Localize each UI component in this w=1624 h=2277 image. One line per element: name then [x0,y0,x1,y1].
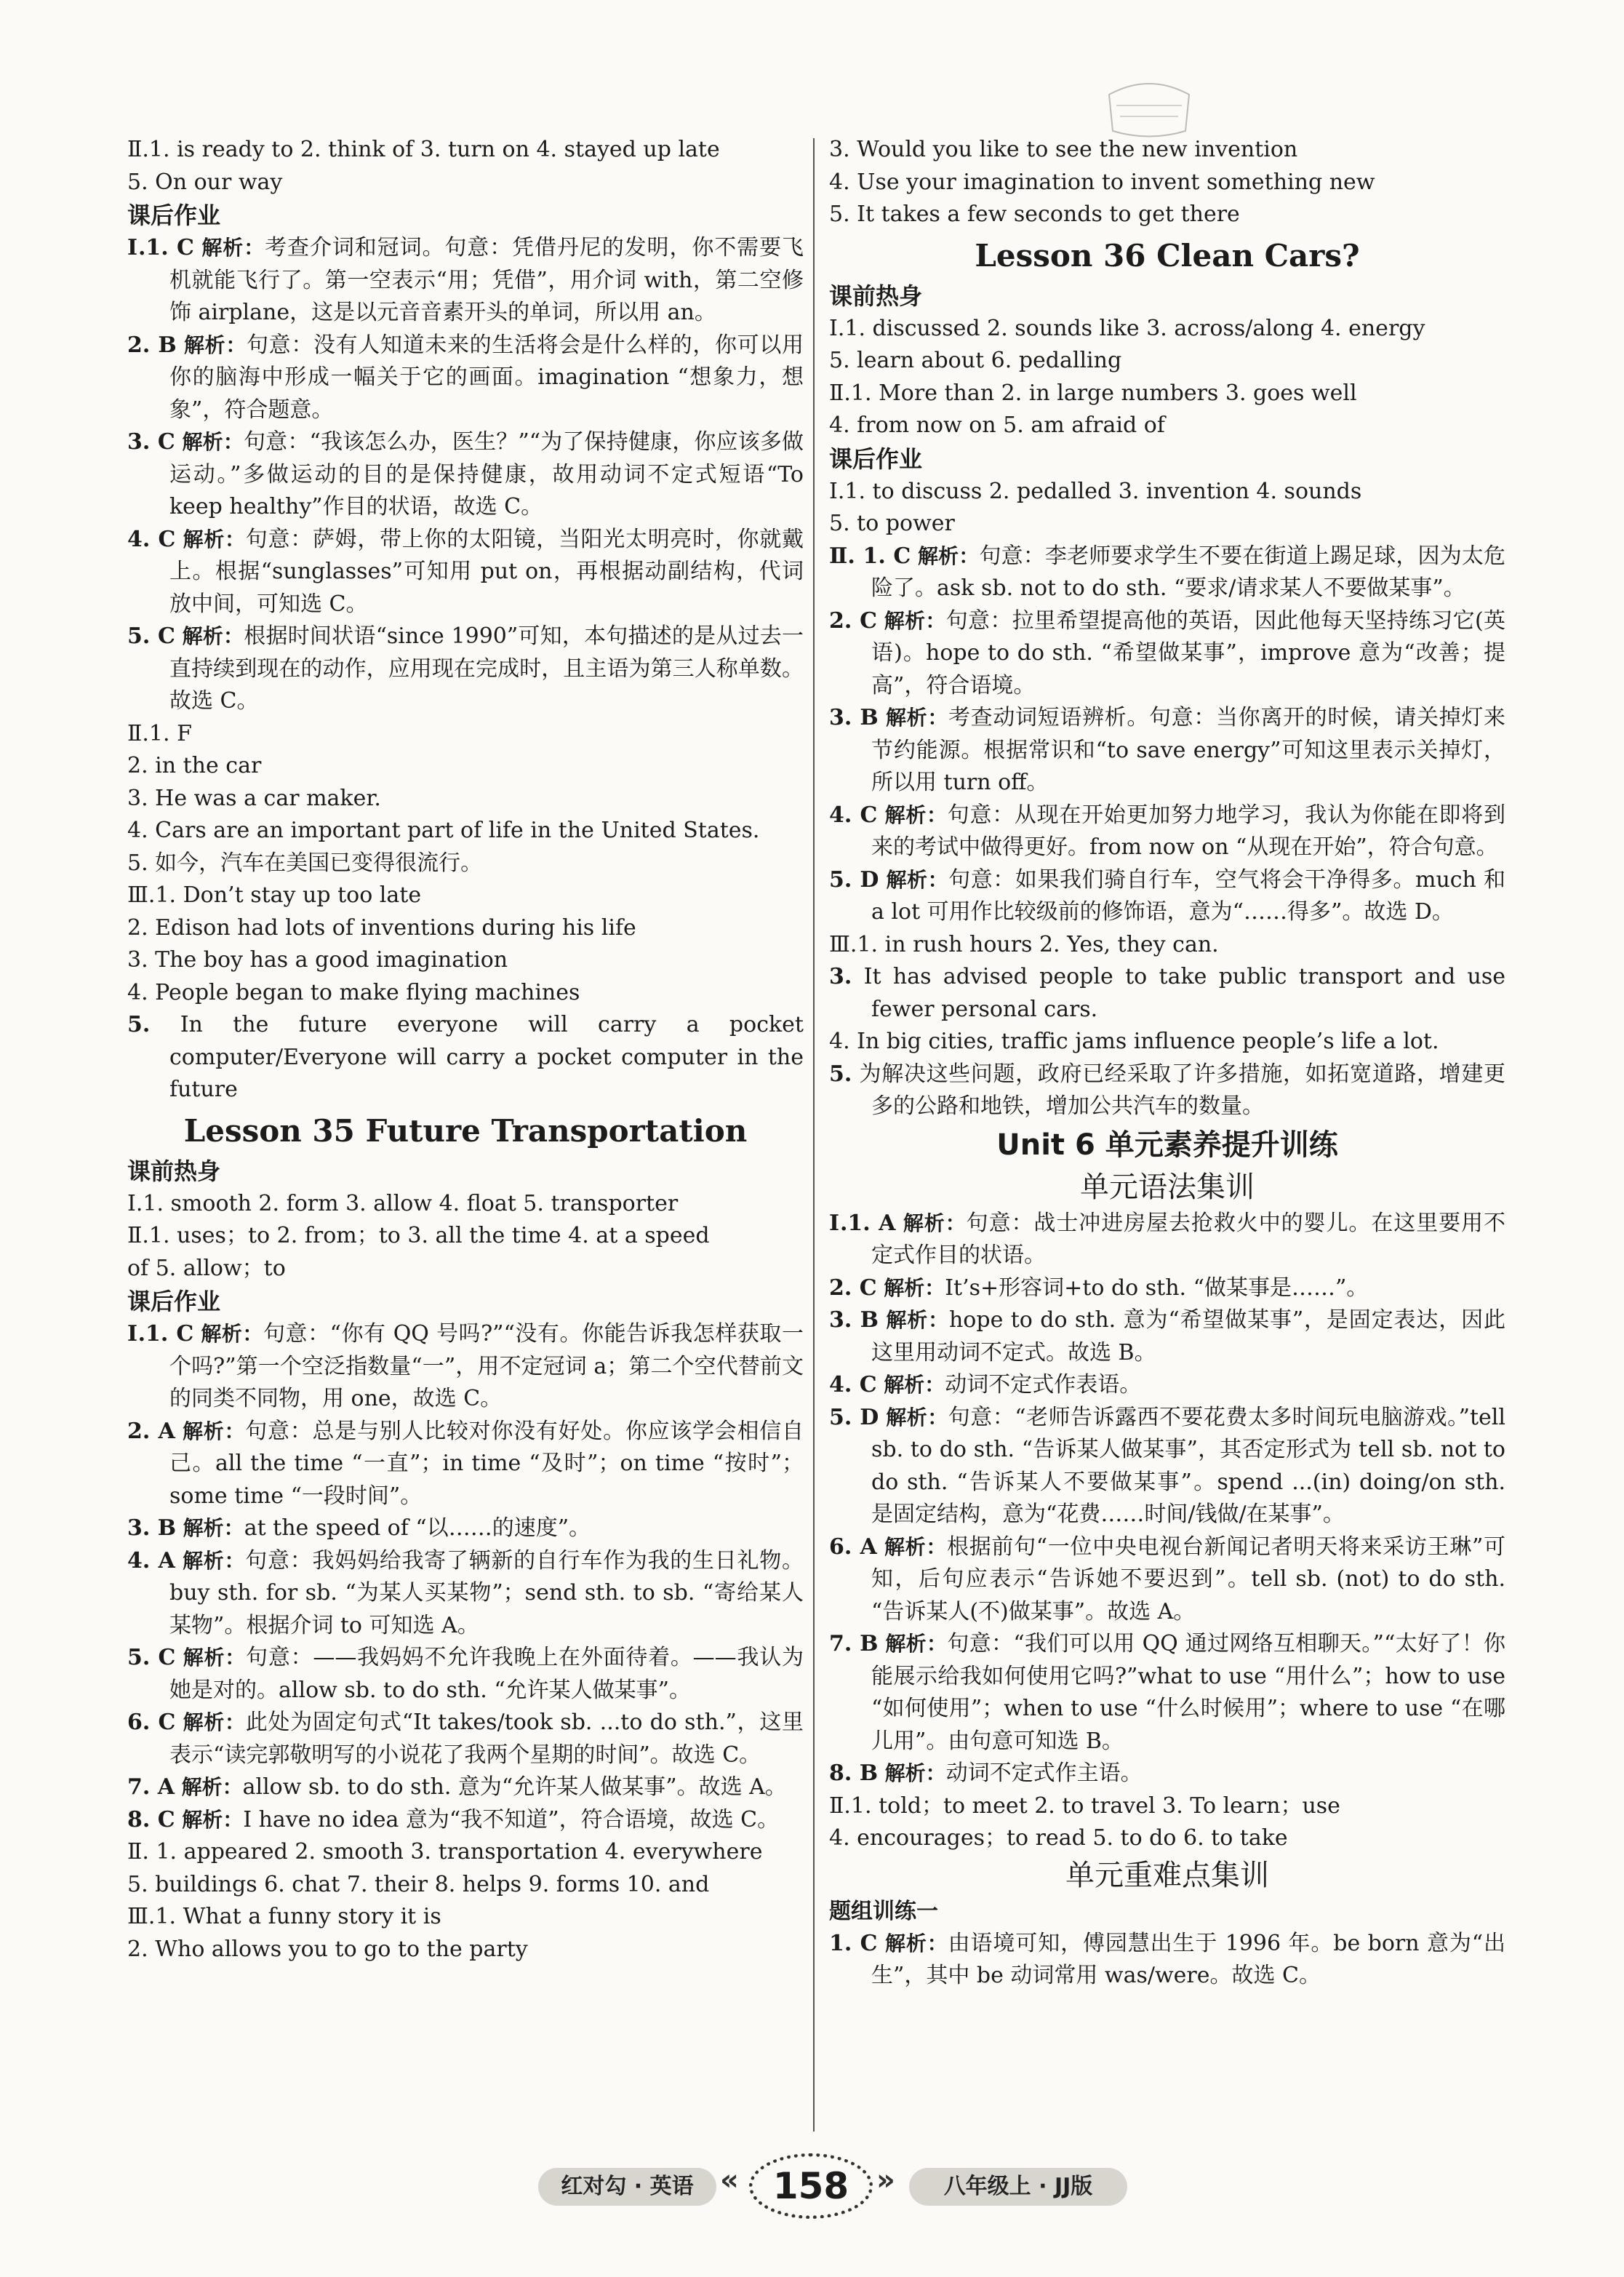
answer-line: 5. to power [829,511,955,536]
answer-item [829,1369,1505,1402]
subsection-heading: 单元语法集训 [1080,1170,1255,1204]
answer-item [829,799,1505,864]
analysis-label: 解析： [182,624,244,648]
analysis-label: 解析： [884,1534,948,1559]
answer-item [829,1628,1505,1758]
answer-text: 句意：从现在开始更加努力地学习，我认为你能在即将到来的考试中做得更好。from now on “从现在开始”，符合句意。 [871,802,1505,860]
answer-item [829,1928,1505,1993]
answer-text: 句意：我妈妈给我寄了辆新的自行车作为我的生日礼物。buy sth. for sb. “为某人买某物”；send sth. to sb. “寄给某人某物”。根据介词 to 可知选 A。 [169,1547,804,1638]
answer-line: 3. He was a car maker. [127,785,381,811]
answer-text: 句意：如果我们骑自行车，空气将会干净得多。much 和 a lot 可用作比较级前的修饰语，意为“……得多”。故选 D。 [871,866,1505,925]
answer-line: 2. in the car [127,753,262,778]
unit-title: Unit 6 单元素养提升训练 [996,1128,1338,1162]
answer-number: 6. C [127,1710,176,1735]
answer-number: Ⅰ.1. C [127,1321,194,1347]
column-divider [813,138,815,2132]
chevron-right-icon: » [876,2164,895,2197]
answer-number: 2. A [127,1418,175,1444]
answer-text: 考查介词和冠词。句意：凭借丹尼的发明，你不需要飞机就能飞行了。第一空表示“用；凭借”，用介词 with，第二空修饰 airplane，这是以元音音素开头的单词，所以用 an。 [169,235,804,325]
page-number: 158 [749,2153,873,2219]
answer-number: Ⅱ. 1. C [829,543,911,569]
answer-number: 3. B [829,705,879,730]
answer-text: It’s+形容词+to do sth. “做某事是……”。 [945,1275,1369,1301]
answer-line: 5. buildings 6. chat 7. their 8. helps 9. forms 10. and [127,1871,710,1897]
answer-item [127,1545,804,1643]
answer-item [829,605,1505,703]
answer-line: Ⅲ.1. in rush hours 2. Yes, they can. [829,931,1219,957]
analysis-label: 解析： [884,1931,948,1955]
answer-line: Ⅱ.1. told；to meet 2. to travel 3. To learn；use [829,1793,1340,1819]
answer-text: 句意：李老师要求学生不要在街道上踢足球，因为太危险了。ask sb. not to do sth. “要求/请求某人不要做某事”。 [871,543,1505,601]
answer-text: 句意：没有人知道未来的生活将会是什么样的，你可以用你的脑海中形成一幅关于它的画面。imagination “想象力，想象”，符合题意。 [169,332,804,423]
answer-line: Ⅰ.1. discussed 2. sounds like 3. across/along 4. energy [829,315,1425,341]
answer-number: 3. B [127,1515,177,1541]
subsection-heading: 单元重难点集训 [1065,1858,1269,1892]
answer-item [829,1208,1505,1272]
answer-line: Ⅱ.1. More than 2. in large numbers 3. goes well [829,380,1357,406]
answer-text: allow sb. to do sth. 意为“允许某人做某事”。故选 A。 [242,1774,787,1800]
answer-line: Ⅱ.1. F [127,720,192,746]
analysis-label: 解析： [903,1211,967,1235]
answer-text: 句意：“老师告诉露西不要花费太多时间玩电脑游戏。”tell sb. to do sth. “告诉某人做某事”，其否定形式为 tell sb. not to do sth. “告诉某人不要做某事”。spend ...(in) doing/on sth. 是固定结构，意为“花费……时间/钱做/在某事”。 [871,1404,1505,1527]
answer-line: 2. Who allows you to go to the party [127,1936,528,1962]
analysis-label: 解析： [183,1548,246,1573]
answer-text: 根据前句“一位中央电视台新闻记者明天将来采访王琳”可知，后句应表示“告诉她不要迟到”。tell sb. (not) to do sth. “告诉某人(不)做某事”。故选 A。 [871,1534,1505,1624]
answer-line: 5. It takes a few seconds to get there [829,202,1240,227]
answer-item [829,1402,1505,1531]
answer-line: Ⅰ.1. smooth 2. form 3. allow 4. float 5. transporter [127,1190,679,1216]
answer-item [127,1642,804,1707]
answer-text: 句意：“我该怎么办，医生？”“为了保持健康，你应该多做运动。”多做运动的目的是保持健康，故用动词不定式短语“To keep healthy”作目的状语，故选 C。 [169,429,804,519]
answer-item [127,1771,804,1804]
answer-item [829,961,1505,1026]
analysis-label: 解析： [886,706,948,730]
answer-text: 动词不定式作表语。 [945,1372,1142,1397]
analysis-label: 解析： [886,867,949,892]
answer-number: 5. C [127,1645,176,1670]
analysis-label: 解析： [885,1632,948,1656]
answer-item [127,426,804,524]
answer-item [127,621,804,718]
answer-line: 2. Edison had lots of inventions during his life [127,914,636,941]
answer-item [829,1531,1505,1629]
answer-number: 4. C [829,1372,877,1397]
answer-text: 句意：战士冲进房屋去抢救火中的婴儿。在这里要用不定式作目的状语。 [871,1210,1505,1268]
grade-edition-badge: 八年级上 · JJ版 [909,2168,1127,2206]
analysis-label: 解析： [181,1775,243,1799]
answer-line: 4. Cars are an important part of life in the United States. [127,818,760,843]
answer-line: 5. learn about 6. pedalling [829,348,1122,373]
answer-item [127,330,804,427]
answer-line: Ⅱ.1. is ready to 2. think of 3. turn on 4. stayed up late [127,137,720,162]
answer-number: 2. C [829,1275,877,1301]
answer-number: 5. [829,1061,852,1087]
answer-number: 7. A [127,1774,175,1800]
answer-item [127,1009,804,1106]
answer-number: 8. B [829,1760,879,1786]
answer-line: Ⅱ. 1. appeared 2. smooth 3. transportation 4. everywhere [127,1839,763,1865]
book-title-badge: 红对勾 · 英语 [538,2168,716,2206]
analysis-label: 解析： [201,236,265,260]
answer-text: 此处为固定句式“It takes/took sb. ...to do sth.”，这里表示“读完郭敬明写的小说花了我两个星期的时间”。故选 C。 [169,1710,804,1768]
answer-number: Ⅰ.1. A [829,1210,896,1236]
analysis-label: 解析： [917,543,980,568]
analysis-label: 解析： [201,1322,263,1346]
answer-line: 4. Use your imagination to invent something new [829,169,1375,195]
answer-text: In the future everyone will carry a pocket computer/Everyone will carry a pocket computer in the future [169,1012,804,1102]
answer-item [829,1304,1505,1369]
analysis-label: 解析： [884,608,946,633]
answer-text: hope to do sth. 意为“希望做某事”，是固定表达，因此这里用动词不定式。故选 B。 [871,1307,1505,1365]
answer-line: 5. 如今，汽车在美国已变得很流行。 [127,850,483,876]
answer-item [127,524,804,621]
right-column [829,134,1505,1993]
answer-line: 4. In big cities, traffic jams influence people’s life a lot. [829,1029,1439,1054]
section-heading: 课后作业 [127,1288,221,1315]
answer-number: Ⅰ.1. C [127,235,194,260]
answer-text: at the speed of “以……的速度”。 [244,1515,591,1541]
analysis-label: 解析： [884,1373,945,1397]
page-footer [0,2153,1624,2226]
answer-line: 4. encourages；to read 5. to do 6. to take [829,1825,1288,1851]
answer-number: 3. B [829,1307,879,1333]
group-heading: 题组训练一 [829,1898,938,1924]
answer-item [829,1058,1505,1123]
answer-number: 5. D [829,866,879,893]
answer-line: Ⅰ.1. to discuss 2. pedalled 3. invention 4. sounds [829,478,1362,504]
answer-number: 5. C [127,623,175,649]
answer-number: 6. A [829,1534,877,1560]
answer-line: Ⅲ.1. Don’t stay up too late [127,882,422,908]
analysis-label: 解析： [183,1710,246,1734]
section-heading: 课后作业 [127,202,221,229]
analysis-label: 解析： [886,1308,949,1332]
answer-number: 4. C [127,526,176,552]
analysis-label: 解析： [183,1516,244,1540]
answer-item [127,1416,804,1513]
answer-number: 4. C [829,802,878,828]
answer-text: I have no idea 意为“我不知道”，符合语境，故选 C。 [243,1806,780,1833]
answer-text: 句意：萨姆，带上你的太阳镜，当阳光太明亮时，你就戴上。根据“sunglasses”可知用 put on，再根据动副结构，代词放中间，可知选 C。 [169,526,804,617]
answer-item [127,1318,804,1416]
answer-number: 5. [127,1012,151,1037]
analysis-label: 解析： [182,1807,244,1832]
answer-text: 动词不定式作主语。 [945,1760,1143,1786]
answer-item [127,1707,804,1771]
answer-line: 4. from now on 5. am afraid of [829,412,1165,438]
answer-number: 8. C [127,1806,175,1833]
answer-text: 句意：“我们可以用 QQ 通过网络互相聊天。”“太好了！你能展示给我如何使用它吗?”what to use “用什么”；how to use “如何使用”；when to use “什么时候用”；where to use “在哪儿用”。由句意可知选 B。 [871,1631,1505,1754]
analysis-label: 解析： [884,802,948,827]
answer-text: 为解决这些问题，政府已经采取了许多措施，如拓宽道路，增建更多的公路和地铁，增加公共汽车的数量。 [859,1061,1505,1119]
analysis-label: 解析： [184,332,247,357]
answer-item [127,232,804,330]
answer-line: 4. People began to make flying machines [127,979,580,1005]
section-heading: 课前热身 [829,282,923,310]
analysis-label: 解析： [182,430,244,454]
left-column [127,134,804,1966]
answer-item [829,702,1505,799]
answer-number: 4. A [127,1547,175,1574]
answer-text: 句意：——我妈妈不允许我晚上在外面待着。——我认为她是对的。allow sb. to do sth. “允许某人做某事”。 [169,1645,804,1703]
answer-text: 句意：“你有 QQ 号吗?”“没有。你能告诉我怎样获取一个吗?”第一个空泛指数量“一”，用不定冠词 a；第二个空代替前文的同类不同物，用 one，故选 C。 [169,1321,804,1411]
answer-text: 考查动词短语辨析。句意：当你离开的时候，请关掉灯来节约能源。根据常识和“to save energy”可知这里表示关掉灯，所以用 turn off。 [871,705,1505,795]
answer-line: 3. Would you like to see the new invention [829,137,1298,162]
answer-line: of 5. allow；to [127,1255,286,1281]
answer-number: 7. B [829,1631,879,1656]
answer-text: It has advised people to take public transport and use fewer personal cars. [863,964,1505,1022]
answer-line: Ⅱ.1. uses；to 2. from；to 3. all the time 4. at a speed [127,1223,710,1248]
answer-line: 3. The boy has a good imagination [127,947,508,973]
answer-item [127,1804,804,1837]
section-heading: 课前热身 [127,1157,221,1185]
answer-text: 句意：总是与别人比较对你没有好处。你应该学会相信自己。all the time “一直”；in time “及时”；on time “按时”；some time “一段时间”。 [169,1418,804,1509]
answer-text: 根据时间状语“since 1990”可知，本句描述的是从过去一直持续到现在的动作，应用现在完成时，且主语为第三人称单数。故选 C。 [169,623,804,714]
answer-text: 句意：拉里希望提高他的英语，因此他每天坚持练习它(英语)。hope to do sth. “希望做某事”，improve 意为“改善；提高”，符合语境。 [871,607,1505,698]
section-heading: 课后作业 [829,444,923,473]
answer-number: 2. B [127,332,177,358]
answer-number: 3. C [127,429,175,455]
analysis-label: 解析： [183,1646,247,1670]
analysis-label: 解析： [886,1405,948,1429]
answer-number: 2. C [829,607,877,634]
answer-number: 3. [829,964,852,989]
answer-item [829,864,1505,929]
answer-item [127,1512,804,1545]
chevron-left-icon: « [720,2164,739,2197]
lesson-title: Lesson 35 Future Transportation [183,1112,748,1149]
answer-item [829,541,1505,605]
lesson-title: Lesson 36 Clean Cars? [975,237,1360,274]
analysis-label: 解析： [183,1419,246,1443]
analysis-label: 解析： [884,1761,946,1785]
answer-item [829,1758,1505,1790]
answer-line: Ⅲ.1. What a funny story it is [127,1904,441,1929]
answer-text: 由语境可知，傅园慧出生于 1996 年。be born 意为“出生”，其中 be 动词常用 was/were。故选 C。 [871,1930,1505,1988]
answer-number: 5. D [829,1404,879,1430]
analysis-label: 解析： [183,527,246,551]
answer-number: 1. C [829,1930,878,1956]
analysis-label: 解析： [884,1275,945,1300]
answer-item [829,1272,1505,1305]
answer-line: 5. On our way [127,169,283,195]
watermark-stamp [1095,73,1204,142]
